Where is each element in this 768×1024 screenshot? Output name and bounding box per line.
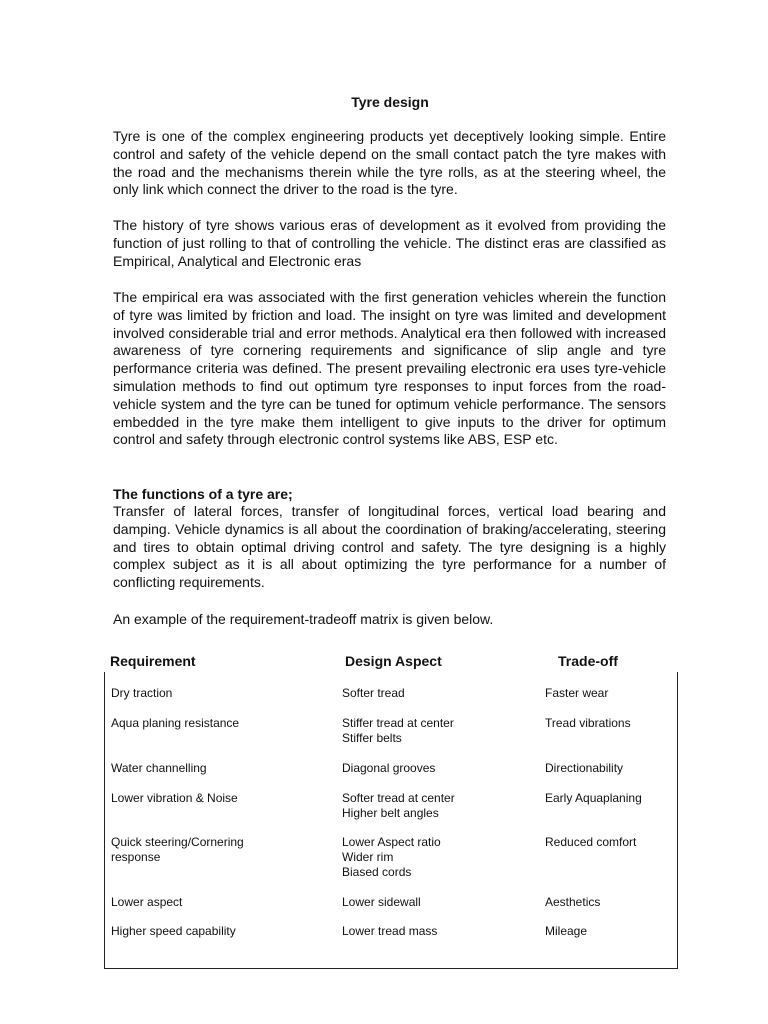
- design-aspect-cell-line: Higher belt angles: [342, 806, 439, 820]
- requirement-cell-line: Higher speed capability: [111, 924, 236, 938]
- paragraph-intro: Tyre is one of the complex engineering products yet deceptively looking simple. Entire control and safety of the vehicle depend on the small contact patch the tyre makes with the road and the mechanisms therein while the tyre rolls, as at the steering wheel, the only link which connect the driver to the road is the tyre.: [113, 128, 666, 198]
- design-aspect-cell-line: Lower Aspect ratio: [342, 835, 441, 849]
- requirement-cell-line: Lower aspect: [111, 895, 183, 909]
- design-aspect-cell-line: Diagonal grooves: [342, 761, 436, 775]
- functions-heading: The functions of a tyre are;: [113, 486, 293, 502]
- paragraph-history: The history of tyre shows various eras of development as it evolved from providing the function of just rolling to that of controlling the vehicle. The distinct eras are classified as Empirical, Analytical and Electronic eras: [113, 217, 666, 269]
- design-aspect-cell: [342, 924, 532, 939]
- tradeoff-cell: [545, 895, 670, 910]
- requirement-cell-line: Dry traction: [111, 686, 173, 700]
- requirement-cell-line: Water channelling: [111, 761, 207, 775]
- requirement-cell: [111, 716, 331, 731]
- tradeoff-cell: [545, 761, 670, 776]
- tradeoff-cell-line: Faster wear: [545, 686, 609, 700]
- tradeoff-cell-line: Reduced comfort: [545, 835, 637, 849]
- requirement-cell-line: Aqua planing resistance: [111, 716, 240, 730]
- column-header-design-aspect: Design Aspect: [345, 653, 442, 669]
- requirement-cell: [111, 924, 331, 939]
- tradeoff-cell-line: Early Aquaplaning: [545, 791, 642, 805]
- design-aspect-cell-line: Lower sidewall: [342, 895, 421, 909]
- design-aspect-cell-line: Stiffer belts: [342, 731, 402, 745]
- column-header-requirement: Requirement: [110, 653, 196, 669]
- design-aspect-cell-line: Softer tread: [342, 686, 405, 700]
- design-aspect-cell-line: Wider rim: [342, 850, 394, 864]
- tradeoff-cell-line: Tread vibrations: [545, 716, 631, 730]
- requirement-cell: [111, 835, 331, 865]
- design-aspect-cell: [342, 716, 532, 746]
- requirement-cell-line: Quick steering/Cornering: [111, 835, 244, 849]
- tradeoff-cell-line: Mileage: [545, 924, 588, 938]
- paragraph-eras: The empirical era was associated with the first generation vehicles wherein the function of tyre was limited by friction and load. The insight on tyre was limited and development involved considerable trial and error methods. Analytical era then followed with increased awareness of tyre cornering requirements and significance of slip angle and tyre performance criteria was defined. The present prevailing electronic era uses tyre-vehicle simulation methods to find out optimum tyre responses to input forces from the road-vehicle system and the tyre can be tuned for optimum vehicle performance. The sensors embedded in the tyre make them intelligent to give inputs to the driver for optimum control and safety through electronic control systems like ABS, ESP etc.: [113, 289, 666, 448]
- requirement-cell-line: response: [111, 850, 161, 864]
- design-aspect-cell-line: Softer tread at center: [342, 791, 455, 805]
- page-title: Tyre design: [351, 94, 429, 110]
- column-header-tradeoff: Trade-off: [558, 653, 618, 669]
- tradeoff-cell-line: Directionability: [545, 761, 624, 775]
- tradeoff-cell: [545, 791, 670, 806]
- tradeoff-cell: [545, 835, 670, 850]
- design-aspect-cell-line: Lower tread mass: [342, 924, 438, 938]
- design-aspect-cell: [342, 791, 532, 821]
- requirement-cell: [111, 895, 331, 910]
- paragraph-matrix-intro: An example of the requirement-tradeoff matrix is given below.: [113, 611, 494, 627]
- requirement-cell-line: Lower vibration & Noise: [111, 791, 238, 805]
- tradeoff-cell: [545, 686, 670, 701]
- design-aspect-cell-line: Stiffer tread at center: [342, 716, 454, 730]
- design-aspect-cell: [342, 686, 532, 701]
- design-aspect-cell-line: Biased cords: [342, 865, 412, 879]
- requirement-cell: [111, 686, 331, 701]
- design-aspect-cell: [342, 761, 532, 776]
- design-aspect-cell: [342, 835, 532, 880]
- tradeoff-cell-line: Aesthetics: [545, 895, 601, 909]
- requirement-cell: [111, 791, 331, 806]
- tradeoff-cell: [545, 924, 670, 939]
- tradeoff-cell: [545, 716, 670, 731]
- design-aspect-cell: [342, 895, 532, 910]
- requirement-cell: [111, 761, 331, 776]
- paragraph-functions: Transfer of lateral forces, transfer of longitudinal forces, vertical load bearing and damping. Vehicle dynamics is all about the coordination of braking/accelerating, steering and tires to obtain optimal driving control and safety. The tyre designing is a highly complex subject as it is all about optimizing the tyre performance for a number of conflicting requirements.: [113, 503, 666, 591]
